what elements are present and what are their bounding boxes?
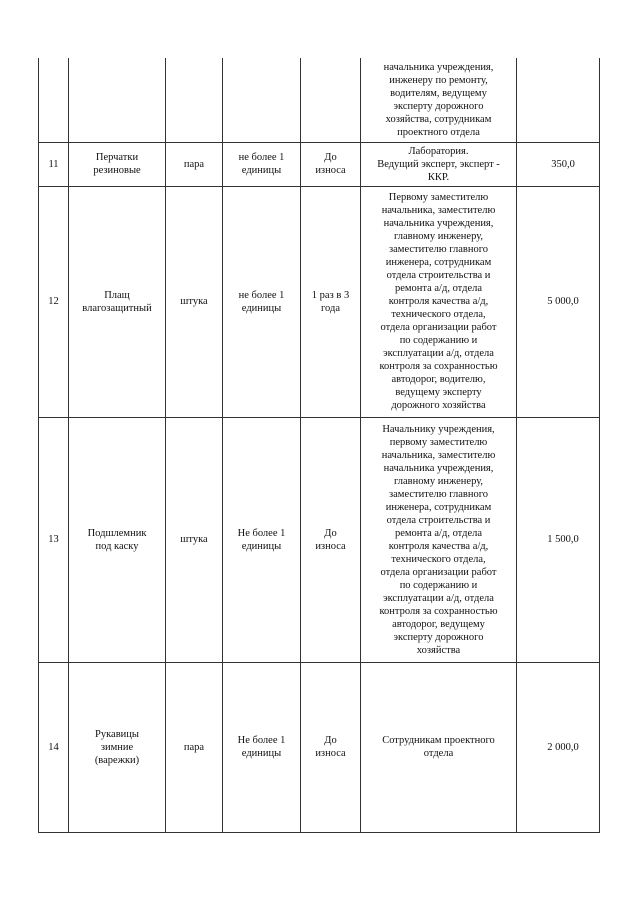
cell-no: 13	[39, 417, 69, 662]
price-text: 2 000,0	[547, 741, 579, 753]
price-text: 350,0	[551, 158, 575, 170]
cell-to-whom: Сотрудникам проектного отдела	[361, 662, 517, 832]
price-text: 1 500,0	[547, 534, 579, 545]
price-text: 5 000,0	[547, 296, 579, 307]
cell-name: Плащ влагозащитный	[69, 186, 166, 417]
table-row	[39, 417, 600, 662]
cell-name: Подшлемник под каску	[69, 417, 166, 662]
cell-no: 11	[39, 142, 69, 186]
cell-qty: Не более 1 единицы	[223, 662, 301, 832]
cell-term: До износа	[301, 142, 361, 186]
table-row-continuation	[39, 58, 600, 142]
cell-unit: штука	[166, 186, 223, 417]
cell-qty: Не более 1 единицы	[223, 417, 301, 662]
cell-to-whom	[361, 58, 517, 142]
cell-unit: штука	[166, 417, 223, 662]
cell-qty	[223, 58, 301, 142]
to-whom-text: начальника учреждения, инженеру по ремонту, водителям, ведущему эксперту дорожного хозяйства, сотрудникам проектного отдела	[383, 62, 494, 139]
cell-qty: не более 1 единицы	[223, 186, 301, 417]
cell-price	[517, 186, 600, 417]
cell-term: До износа	[301, 417, 361, 662]
cell-no: 14	[39, 662, 69, 832]
cell-name: Рукавицы зимние (варежки)	[69, 662, 166, 832]
cell-no	[39, 58, 69, 142]
cell-price	[517, 58, 600, 142]
cell-unit: пара	[166, 142, 223, 186]
cell-name: Перчатки резиновые	[69, 142, 166, 186]
cell-unit: пара	[166, 662, 223, 832]
cell-price	[517, 662, 600, 832]
cell-term: 1 раз в 3 года	[301, 186, 361, 417]
cell-no: 12	[39, 186, 69, 417]
cell-price	[517, 142, 600, 186]
cell-name	[69, 58, 166, 142]
cell-term: До износа	[301, 662, 361, 832]
cell-price	[517, 417, 600, 662]
equipment-table	[38, 58, 600, 833]
cell-to-whom: Начальнику учреждения, первому заместителю начальника, заместителю начальника учреждения, главному инженеру, заместителю главного инженера, сотрудникам отдела строительства и ремонта а/д, отдела контроля качества а/д, технического отдела, отдела организации работ по содержанию и эксплуатации а/д, отдела контроля за сохранностью автодорог, ведущему эксперту дорожного хозяйства	[361, 417, 517, 662]
cell-unit	[166, 58, 223, 142]
table-row	[39, 186, 600, 417]
cell-qty: не более 1 единицы	[223, 142, 301, 186]
table-row	[39, 142, 600, 186]
cell-to-whom: Первому заместителю начальника, заместителю начальника учреждения, главному инженеру, заместителю главного инженера, сотрудникам отдела строительства и ремонта а/д, отдела контроля качества а/д, технического отдела, отдела организации работ по содержанию и эксплуатации а/д, отдела контроля за сохранностью автодорог, водителю, ведущему эксперту дорожного хозяйства	[361, 186, 517, 417]
table-row	[39, 662, 600, 832]
cell-to-whom: Лаборатория. Ведущий эксперт, эксперт - ККР.	[361, 142, 517, 186]
cell-term	[301, 58, 361, 142]
